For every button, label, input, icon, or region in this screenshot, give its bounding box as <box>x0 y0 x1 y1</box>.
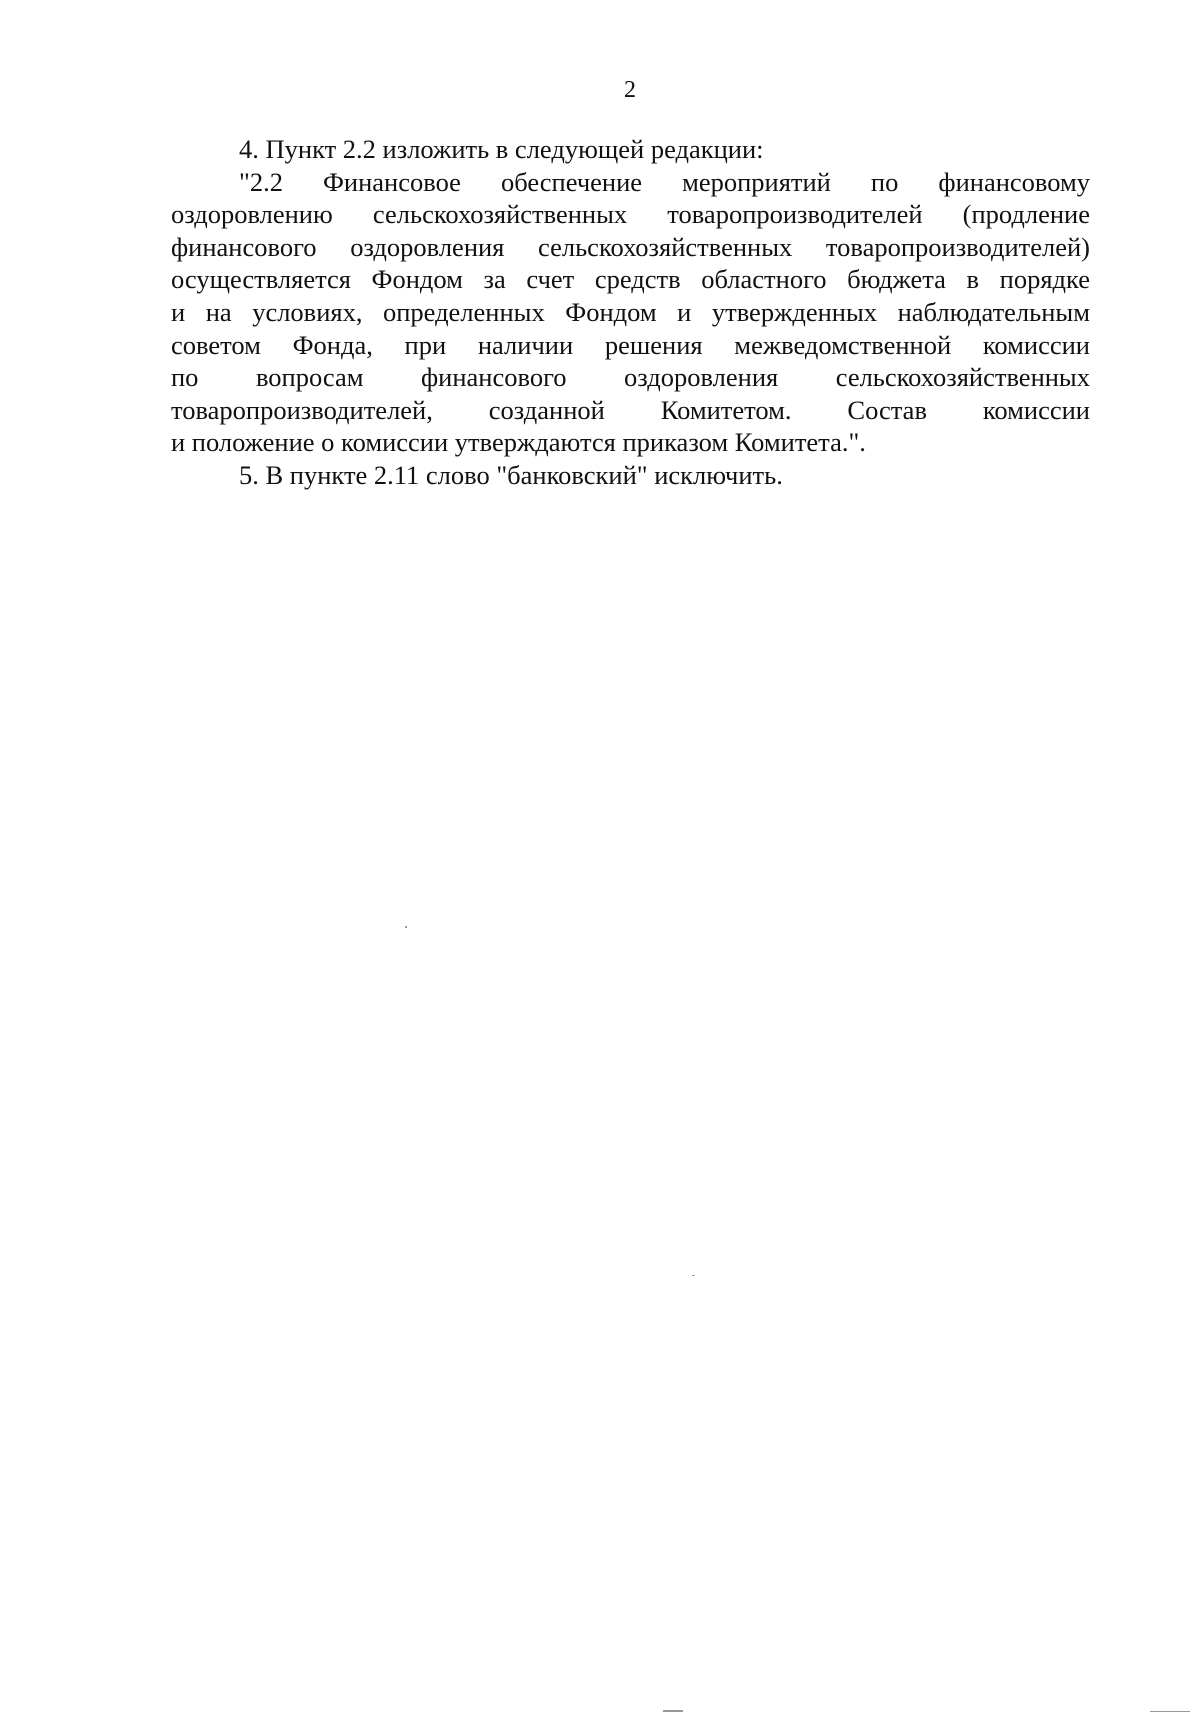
item-4-intro: 4. Пункт 2.2 изложить в следующей редакции: <box>239 134 764 164</box>
scan-speck <box>1150 1711 1190 1712</box>
item-4-text-line-3: финансового оздоровления сельскохозяйственных товаропроизводителей) <box>171 231 1090 262</box>
item-4-text-line-5: и на условиях, определенных Фондом и утвержденных наблюдательным <box>171 296 1090 327</box>
item-4-text-line-2: оздоровлению сельскохозяйственных товаропроизводителей (продление <box>171 199 1090 230</box>
item-4-text-line-4: осуществляется Фондом за счет средств областного бюджета в порядке <box>171 264 1090 295</box>
item-4-text-line-8: товаропроизводителей, созданной Комитетом. Состав комиссии <box>171 394 1090 425</box>
item-4-text-line-9: и положение о комиссии утверждаются приказом Комитета.". <box>171 427 866 458</box>
item-4-text-line-7: по вопросам финансового оздоровления сельскохозяйственных <box>171 362 1090 393</box>
page-number: 2 <box>624 77 636 103</box>
item-5: 5. В пункте 2.11 слово "банковский" исключить. <box>239 459 783 490</box>
scan-speck <box>405 926 407 928</box>
scan-speck <box>663 1710 683 1712</box>
item-4-text-line-6: советом Фонда, при наличии решения межведомственной комиссии <box>171 329 1090 360</box>
item-4-text-line-1: "2.2 Финансовое обеспечение мероприятий по финансовому <box>239 166 1090 197</box>
document-body <box>171 133 1090 492</box>
scan-speck <box>692 1275 695 1276</box>
